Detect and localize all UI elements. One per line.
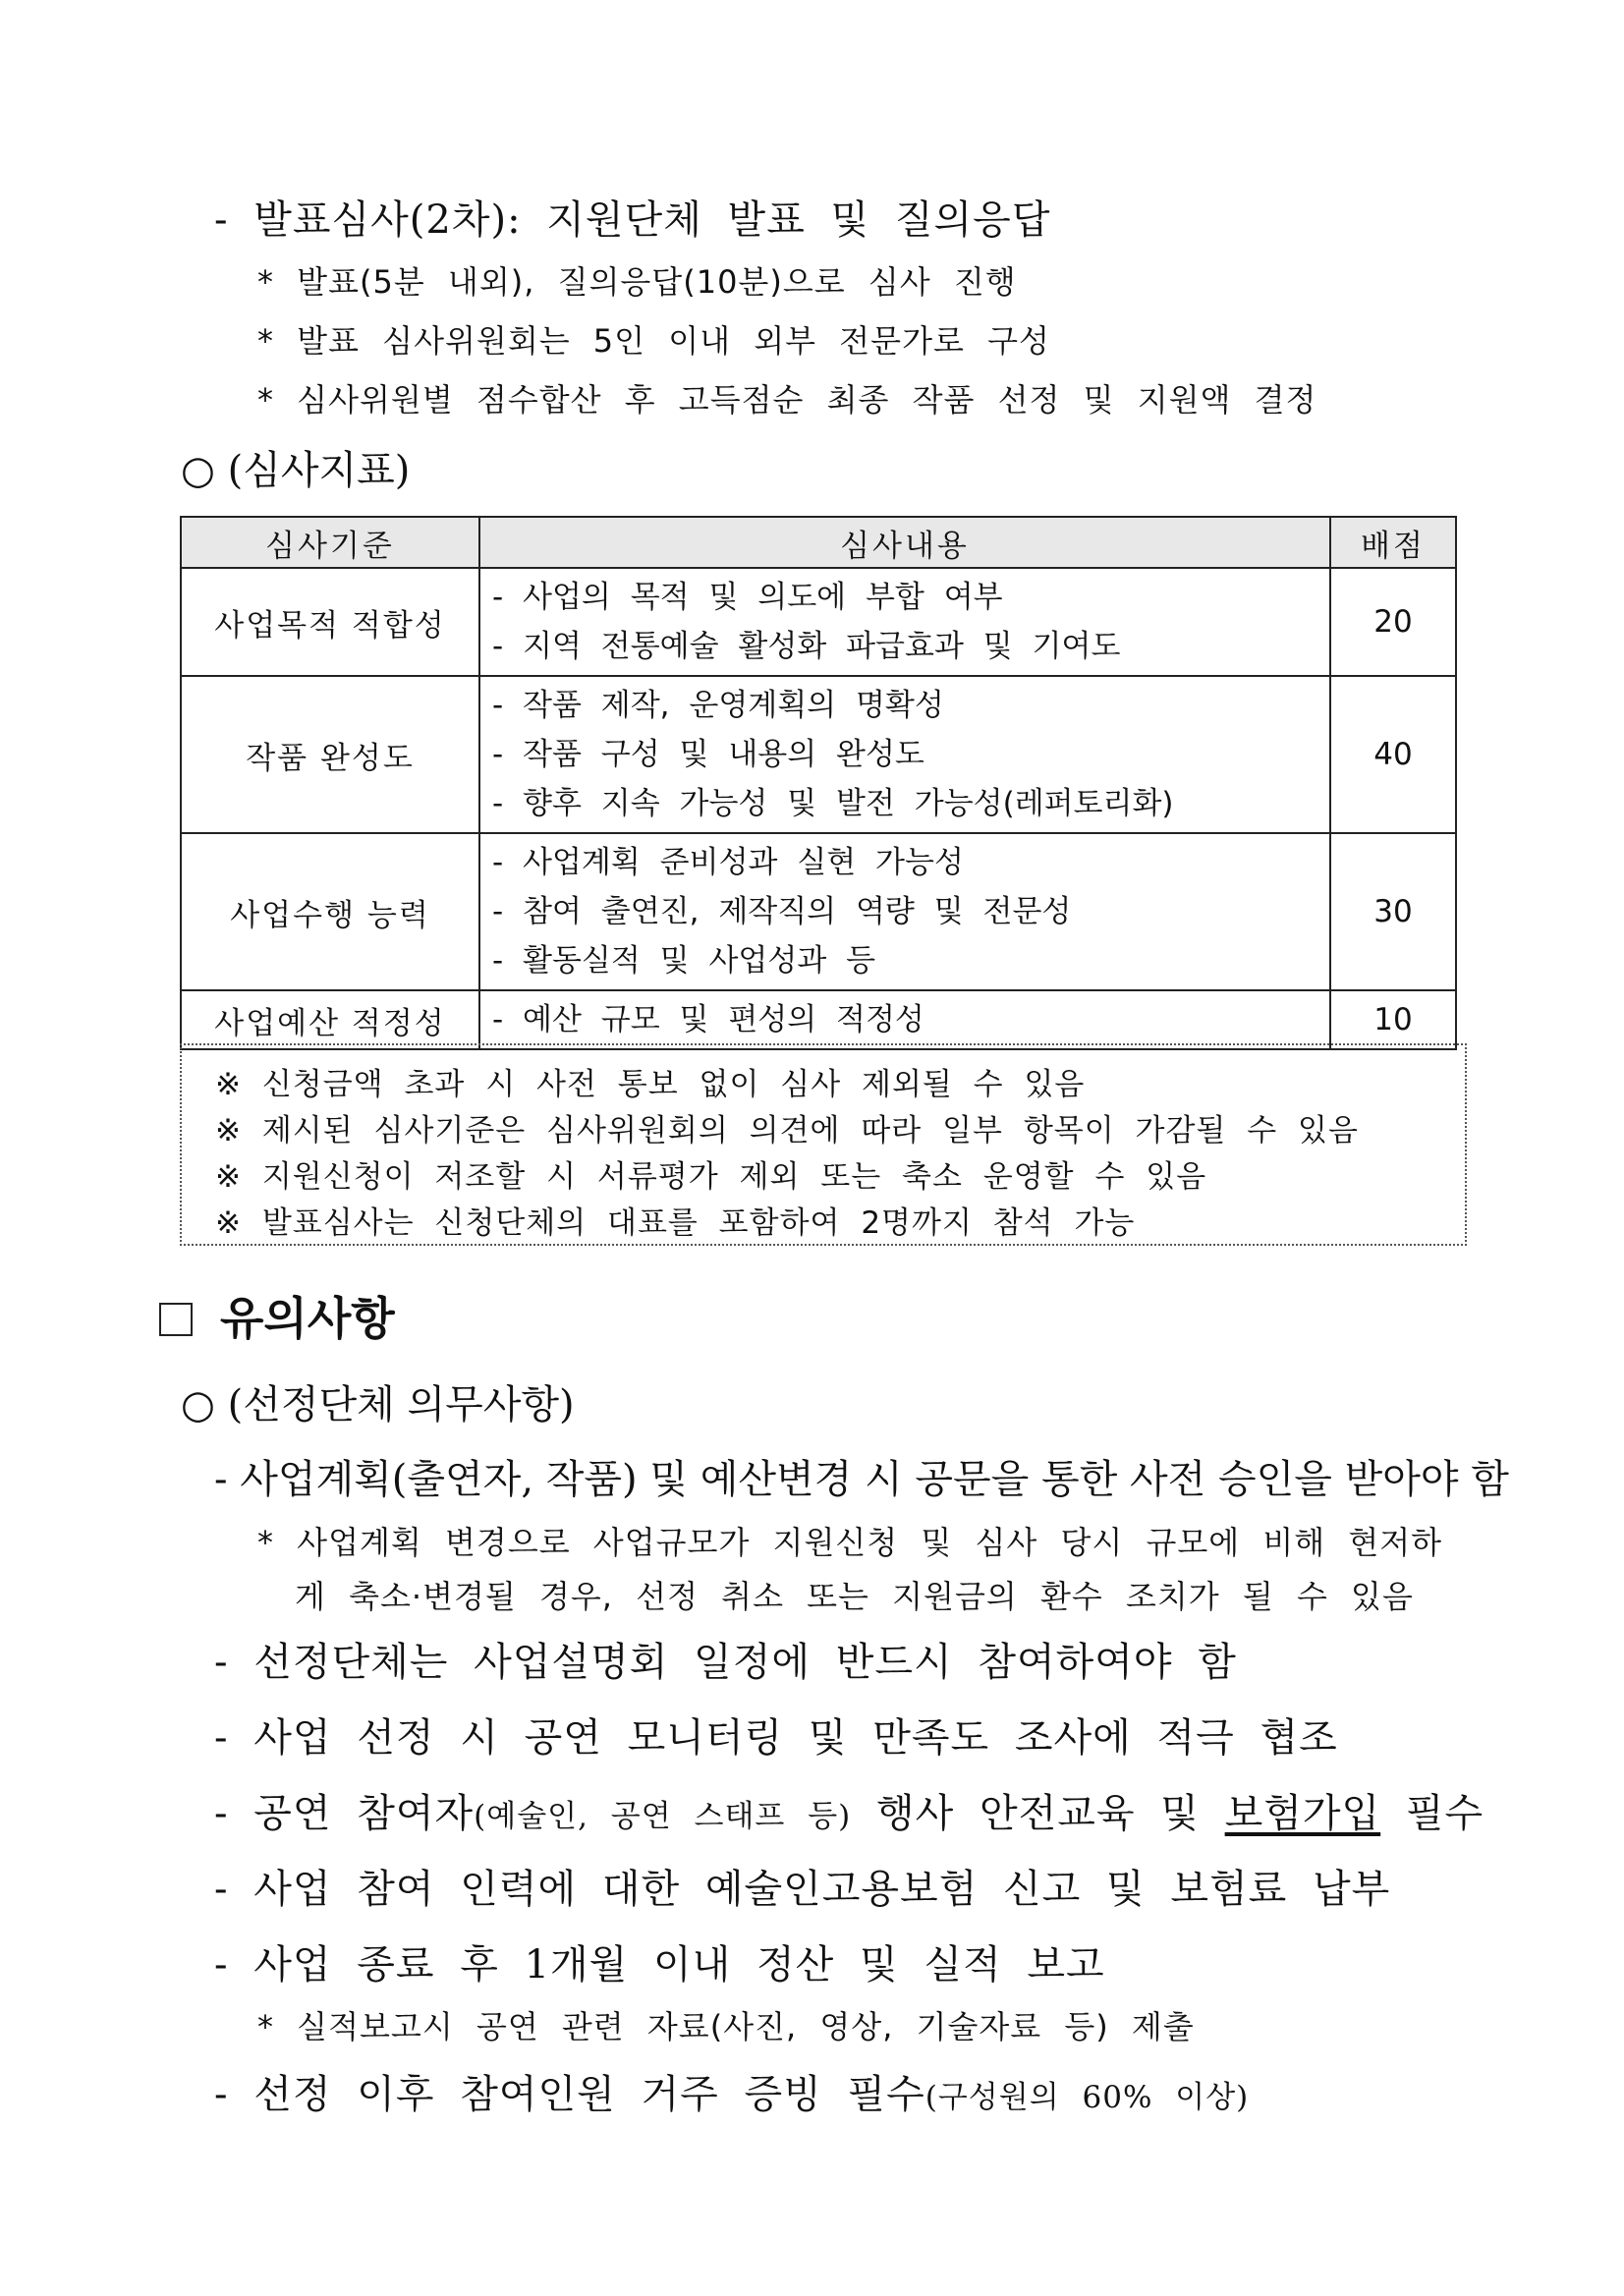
content-item: - 사업의 목적 및 의도에 부합 여부 — [492, 580, 1003, 615]
header-criteria: 심사기준 — [181, 517, 479, 568]
row-content — [479, 833, 1330, 990]
criteria-table — [180, 516, 1457, 1050]
content-item: - 작품 제작, 운영계획의 명확성 — [492, 688, 944, 723]
content-item: - 지역 전통예술 활성화 파급효과 및 기여도 — [492, 629, 1121, 664]
note-performance-report: * 실적보고시 공연 관련 자료(사진, 영상, 기술자료 등) 제출 — [257, 2008, 1195, 2045]
row-content — [479, 990, 1330, 1049]
row-score: 20 — [1330, 568, 1456, 676]
note-presentation-time: * 발표(5분 내외), 질의응답(10분)으로 심사 진행 — [257, 263, 1017, 301]
obligations-heading: ○ (선정단체 의무사항) — [181, 1382, 575, 1428]
row-category: 사업수행 능력 — [181, 833, 479, 990]
table-row — [181, 833, 1456, 990]
section-title: 유의사항 — [220, 1292, 395, 1345]
row-score: 40 — [1330, 676, 1456, 833]
note-item: ※ 발표심사는 신청단체의 대표를 포함하여 2명까지 참석 가능 — [215, 1205, 1136, 1241]
header-score: 배점 — [1330, 517, 1456, 568]
row-content — [479, 568, 1330, 676]
obligation-safety-insurance — [214, 1782, 1484, 1838]
content-item: - 참여 출연진, 제작직의 역량 및 전문성 — [492, 894, 1072, 929]
note-item: ※ 신청금액 초과 시 사전 통보 없이 심사 제외될 수 있음 — [215, 1067, 1086, 1102]
table-header-row — [181, 517, 1456, 568]
note-final-selection: * 심사위원별 점수합산 후 고득점순 최종 작품 선정 및 지원액 결정 — [257, 381, 1317, 419]
obligation-monitoring: - 사업 선정 시 공연 모니터링 및 만족도 조사에 적극 협조 — [214, 1715, 1338, 1761]
text-part-small: (예술인, 공연 스태프 등) — [474, 1799, 852, 1834]
note-plan-change-b: 게 축소·변경될 경우, 선정 취소 또는 지원금의 환수 조치가 될 수 있음 — [295, 1578, 1414, 1615]
row-content — [479, 676, 1330, 833]
row-category: 사업예산 적정성 — [181, 990, 479, 1049]
row-score: 10 — [1330, 990, 1456, 1049]
text-part: - 공연 참여자 — [214, 1791, 475, 1836]
text-part: 필수 — [1380, 1791, 1484, 1836]
text-part: - 선정 이후 참여인원 거주 증빙 필수 — [214, 2072, 925, 2117]
table-row — [181, 990, 1456, 1049]
content-item: - 활동실적 및 사업성과 등 — [492, 943, 876, 979]
table-row — [181, 568, 1456, 676]
text-part: 행사 안전교육 및 — [851, 1791, 1225, 1836]
section-heading — [159, 1283, 395, 1348]
text-part-small: (구성원의 60% 이상) — [924, 2080, 1250, 2115]
obligation-settlement: - 사업 종료 후 1개월 이내 정산 및 실적 보고 — [214, 1942, 1105, 1988]
text-underlined: 보험가입 — [1224, 1791, 1381, 1836]
bullet-presentation-review: - 발표심사(2차): 지원단체 발표 및 질의응답 — [214, 197, 1051, 243]
content-item: - 작품 구성 및 내용의 완성도 — [492, 737, 924, 772]
obligation-employment-insurance: - 사업 참여 인력에 대한 예술인고용보험 신고 및 보험료 납부 — [214, 1867, 1391, 1912]
row-score: 30 — [1330, 833, 1456, 990]
content-item: - 예산 규모 및 편성의 적정성 — [492, 1002, 924, 1037]
criteria-heading: ○ (심사지표) — [181, 448, 411, 493]
notes-box — [180, 1043, 1467, 1246]
row-category: 작품 완성도 — [181, 676, 479, 833]
content-item: - 사업계획 준비성과 실현 가능성 — [492, 845, 964, 880]
note-item: ※ 제시된 심사기준은 심사위원회의 의견에 따라 일부 항목이 가감될 수 있음 — [215, 1113, 1359, 1148]
table-row — [181, 676, 1456, 833]
obligation-residence-proof — [214, 2063, 1249, 2119]
header-content: 심사내용 — [479, 517, 1330, 568]
obligation-plan-change: - 사업계획(출연자, 작품) 및 예산변경 시 공문을 통한 사전 승인을 받아야 함 — [214, 1457, 1509, 1502]
note-item: ※ 지원신청이 저조할 시 서류평가 제외 또는 축소 운영할 수 있음 — [215, 1159, 1207, 1195]
checkbox-square-icon — [159, 1303, 193, 1336]
note-committee-composition: * 발표 심사위원회는 5인 이내 외부 전문가로 구성 — [257, 322, 1050, 360]
content-item: - 향후 지속 가능성 및 발전 가능성(레퍼토리화) — [492, 786, 1174, 821]
obligation-briefing: - 선정단체는 사업설명회 일정에 반드시 참여하여야 함 — [214, 1640, 1237, 1685]
row-category: 사업목적 적합성 — [181, 568, 479, 676]
note-plan-change-a: * 사업계획 변경으로 사업규모가 지원신청 및 심사 당시 규모에 비해 현저하 — [257, 1524, 1443, 1561]
